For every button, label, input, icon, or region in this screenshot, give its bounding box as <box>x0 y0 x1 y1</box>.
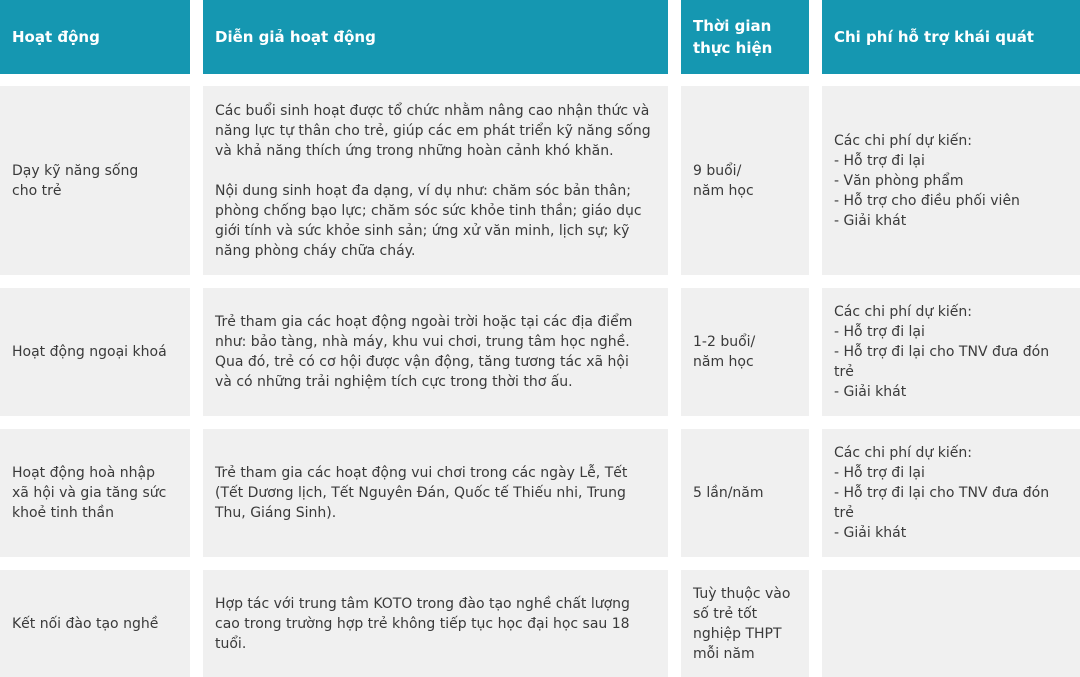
header-description-label: Diễn giả hoạt động <box>215 28 376 46</box>
text-line: - Hỗ trợ đi lại cho TNV đưa đón <box>834 344 1050 360</box>
text-line: (Tết Dương lịch, Tết Nguyên Đán, Quốc tế Thiếu nhi, Trung <box>215 485 626 501</box>
row-2-description <box>203 288 668 416</box>
header-time <box>681 0 809 74</box>
text-line: năng phòng cháy chữa cháy. <box>215 242 416 259</box>
header-cost <box>822 0 1080 74</box>
text-line: Các chi phí dự kiến: <box>834 304 972 320</box>
text-line: Thu, Giáng Sinh). <box>215 505 337 521</box>
row-4-description <box>203 570 668 677</box>
text-line: Dạy kỹ năng sống <box>12 162 139 179</box>
text-line: cho trẻ <box>12 182 62 199</box>
text-line: - Giải khát <box>834 384 907 400</box>
text-line: 1-2 buổi/ <box>693 334 756 350</box>
text-line: 5 lần/năm <box>693 485 764 501</box>
row-2-activity <box>0 288 190 416</box>
header-description <box>203 0 668 74</box>
text-line: Trẻ tham gia các hoạt động vui chơi trong các ngày Lễ, Tết <box>215 465 628 481</box>
text-line: Hoạt động ngoại khoá <box>12 344 167 360</box>
text-line: - Giải khát <box>834 212 907 229</box>
text-line: năng lực tự thân cho trẻ, giúp các em phát triển kỹ năng sống <box>215 122 651 139</box>
row-1-activity <box>0 86 190 275</box>
text-line: trẻ <box>834 505 854 521</box>
text-line: phòng chống bạo lực; chăm sóc sức khỏe tinh thần; giáo dục <box>215 202 642 219</box>
text-line: như: bảo tàng, nhà máy, khu vui chơi, trung tâm học nghề. <box>215 334 630 350</box>
text-line: - Hỗ trợ đi lại cho TNV đưa đón <box>834 485 1050 501</box>
row-4-cost <box>822 570 1080 677</box>
text-line: cao trong trường hợp trẻ không tiếp tục học đại học sau 18 <box>215 615 630 632</box>
row-2-time <box>681 288 809 416</box>
text-line: Nội dung sinh hoạt đa dạng, ví dụ như: chăm sóc bản thân; <box>215 182 631 199</box>
row-4-activity <box>0 570 190 677</box>
text-line: Kết nối đào tạo nghề <box>12 615 159 632</box>
header-cost-label: Chi phí hỗ trợ khái quát <box>834 28 1034 46</box>
text-line: Trẻ tham gia các hoạt động ngoài trời hoặc tại các địa điểm <box>215 314 633 330</box>
row-2-cost <box>822 288 1080 416</box>
text-line: và có những trải nghiệm tích cực trong thời thơ ấu. <box>215 374 573 390</box>
header-activity <box>0 0 190 74</box>
text-line: số trẻ tốt <box>693 605 758 622</box>
header-time-line: Thời gian <box>693 17 772 35</box>
text-line: Tuỳ thuộc vào <box>693 585 791 602</box>
row-3-time <box>681 429 809 557</box>
row-3-cost <box>822 429 1080 557</box>
row-1-time <box>681 86 809 275</box>
text-line: xã hội và gia tăng sức <box>12 485 167 501</box>
text-line: - Hỗ trợ đi lại <box>834 465 925 481</box>
text-line: - Giải khát <box>834 525 907 541</box>
row-1-cost <box>822 86 1080 275</box>
text-line: Hợp tác với trung tâm KOTO trong đào tạo nghề chất lượng <box>215 595 630 612</box>
row-3-activity <box>0 429 190 557</box>
text-line: nghiệp THPT <box>693 625 782 642</box>
row-1-description <box>203 86 668 275</box>
text-line: năm học <box>693 354 754 370</box>
row-3-description <box>203 429 668 557</box>
text-line: và khả năng thích ứng trong những hoàn cảnh khó khăn. <box>215 142 614 159</box>
text-line: Các chi phí dự kiến: <box>834 132 972 149</box>
header-time-line: thực hiện <box>693 39 773 57</box>
text-line: tuổi. <box>215 635 247 652</box>
text-line: Các chi phí dự kiến: <box>834 445 972 461</box>
text-line: - Hỗ trợ đi lại <box>834 152 925 169</box>
text-line: - Hỗ trợ đi lại <box>834 324 925 340</box>
text-line: mỗi năm <box>693 645 755 662</box>
text-line: năm học <box>693 182 754 199</box>
text-line: giới tính và sức khỏe sinh sản; ứng xử văn minh, lịch sự; kỹ <box>215 222 630 239</box>
text-line: Hoạt động hoà nhập <box>12 465 155 481</box>
text-line: - Hỗ trợ cho điều phối viên <box>834 192 1020 209</box>
text-line: Các buổi sinh hoạt được tổ chức nhằm nâng cao nhận thức và <box>215 102 650 119</box>
text-line: khoẻ tinh thần <box>12 505 114 521</box>
text-line: 9 buổi/ <box>693 162 742 179</box>
row-4-time <box>681 570 809 677</box>
text-line: - Văn phòng phẩm <box>834 172 964 189</box>
header-activity-label: Hoạt động <box>12 28 100 46</box>
text-line: trẻ <box>834 364 854 380</box>
text-line: Qua đó, trẻ có cơ hội được vận động, tăng tương tác xã hội <box>215 354 629 370</box>
